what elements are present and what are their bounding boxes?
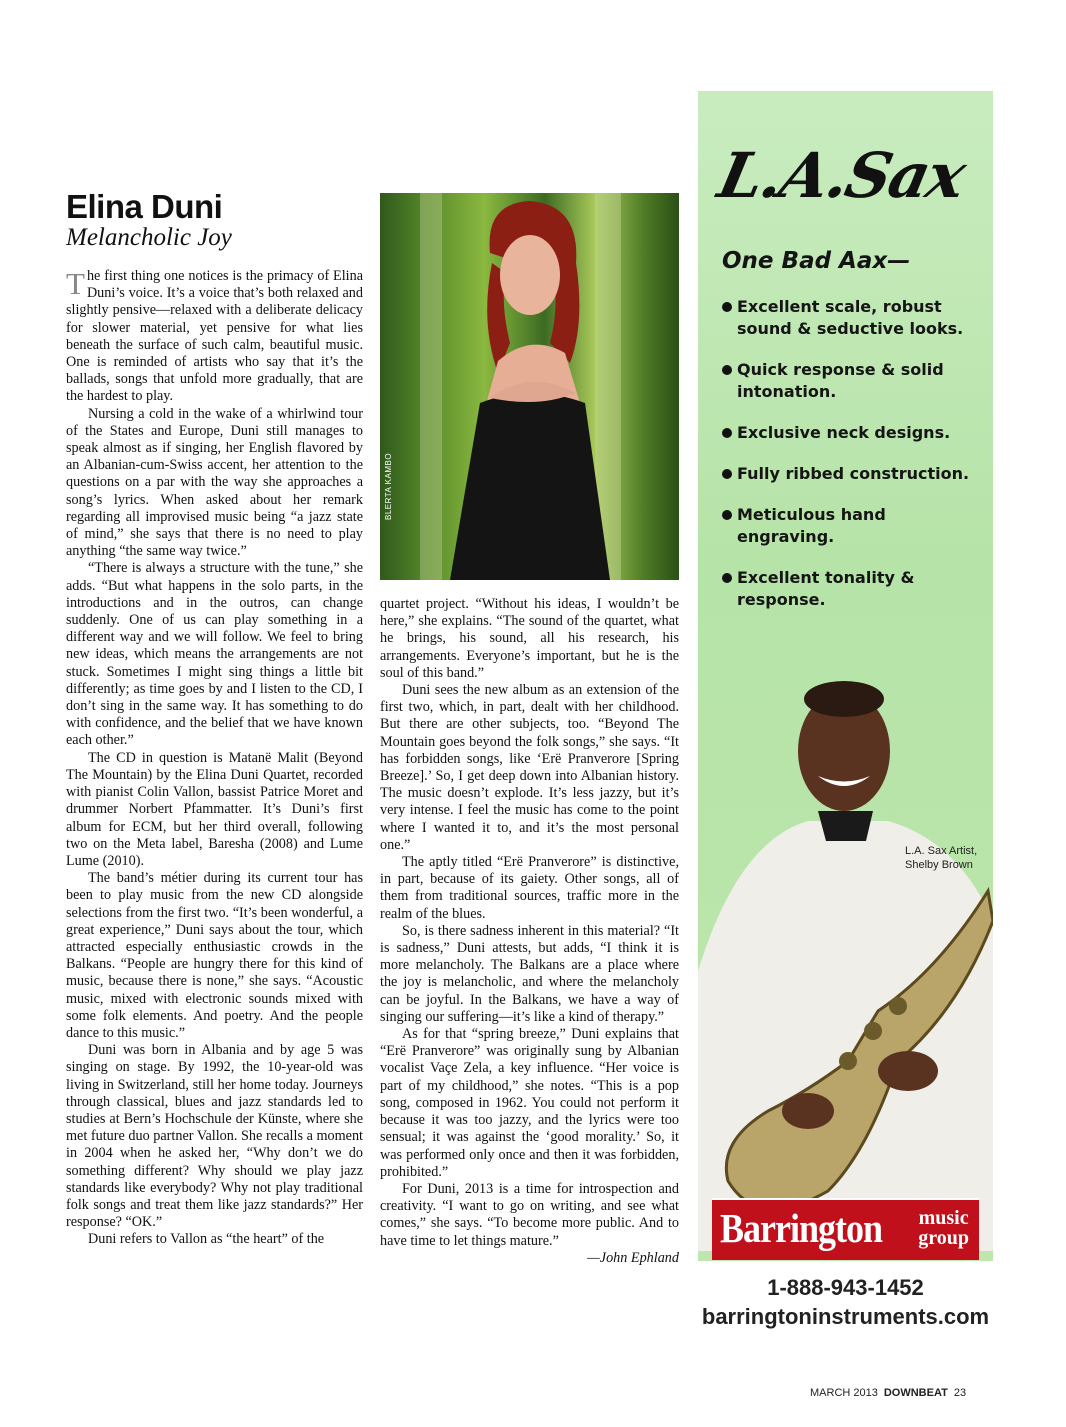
artist-caption-line: L.A. Sax Artist, [905,845,978,857]
ad-phone: 1-888-943-1452 [767,1275,924,1300]
feature-item: Quick response & solid intonation. [722,359,987,403]
article-subtitle: Melancholic Joy [66,224,232,251]
article-column-2 [380,596,679,1267]
paragraph: quartet project. “Without his ideas, I wouldn’t be here,” she explains. “The sound of the quartet, what he brings, his sound, all his research, his arrangements. Everyone’s important, but he is the soul of this band.” [380,596,679,681]
advertisement [698,91,993,1261]
paragraph: For Duni, 2013 is a time for introspection and creativity. “I want to go on writing, and see what comes,” she says. “To become more public. And to have time to let things mature.” [380,1180,679,1249]
artist-photo-illustration [380,193,679,580]
saxophonist-photo [698,591,993,1251]
artist-caption [905,844,977,872]
feature-item: Excellent tonality & response. [722,567,987,611]
brand-subname-line: group [918,1227,969,1249]
feature-list [722,296,987,630]
ad-url[interactable]: barringtoninstruments.com [701,1304,990,1329]
drop-cap: T [66,266,85,301]
paragraph: The CD in question is Matanë Malit (Beyond The Mountain) by the Elina Duni Quartet, recorded with pianist Colin Vallon, bassist Patrice Moret and drummer Norbert Pfammatter. It’s Duni’s first album for ECM, but her third overall, following two on the Meta label, Baresha (2008) and Lume Lume (2010). [66,749,363,869]
feature-item: Exclusive neck designs. [722,422,987,444]
paragraph: So, is there sadness inherent in this material? “It is sadness,” Duni attests, but adds, “I think it is more melancholy. The Balkans are a place where the joy is melancholic, and where the melancholy can be joyful. In the Balkans, we have a way of singing our suffering—it’s like a kind of therapy.” [380,922,679,1025]
brand-subname-line: music [918,1207,969,1229]
paragraph [66,268,363,406]
article-title: Elina Duni [66,188,223,225]
photo-credit: BLERTA KAMBO [384,452,393,520]
ad-tagline: One Bad Aax— [722,248,911,274]
issue-date: MARCH 2013 [810,1387,878,1399]
paragraph: Nursing a cold in the wake of a whirlwind tour of the States and Europe, Duni still manages to speak almost as if singing, her English flavored by an Albanian-cum-Swiss accent, her attention to the questions on a par with the way she approaches a song’s lyrics. When asked about her remark regarding all improvised music being “a jazz state of mind,” she says that there is no need to play anything “the same way twice.” [66,405,363,560]
feature-item: Excellent scale, robust sound & seductive looks. [722,296,987,340]
feature-item: Meticulous hand engraving. [722,504,987,548]
artist-caption-line: Shelby Brown [905,859,973,871]
paragraph: The aptly titled “Erë Pranverore” is distinctive, in part, because of its gaiety. Other songs, all of them from traditional sources, traffic more in the realm of the blues. [380,854,679,922]
barrington-logo [712,1198,979,1260]
page-number: 23 [953,1387,967,1399]
brand-subname [918,1208,969,1248]
paragraph: Duni was born in Albania and by age 5 was singing on stage. By 1992, the 10-year-old was living in Switzerland, still her home today. Journeys through classical, blues and jazz standards led to studies at Bern’s Hochschule der Künste, where she met future duo partner Vallon. She recalls a moment in 2004 when he asked her, “Why don’t we do something different? Why should we play jazz standards like everybody? Why not play traditional folk songs and treat them like jazz standards?” Her response? “OK.” [66,1042,363,1231]
magazine-name: DOWNBEAT [883,1387,948,1399]
paragraph: The band’s métier during its current tour has been to play music from the new CD alongside selections from the first two. “It’s been wonderful, a great experience,” Duni says about the tour, which attracted especially enthusiastic crowds in the Balkans. “People are hungry there for this kind of music, because there is none,” she says. “Acoustic music, mixed with electronic sounds mixed with some folk elements. And poetry. And the people dance to this music.” [66,870,363,1041]
paragraph: As for that “spring breeze,” Duni explains that “Erë Pranverore” was originally sung by Albanian vocalist Vaçe Zela, a key influence. “Her voice is part of my childhood,” she notes. “This is a pop song, composed in 1962. You could not perform it because it was too jazzy, and the lyrics were too sensual; it was against the ‘good morality.’ So, it was performed only once and then it was forbidden, prohibited.” [380,1026,679,1180]
artist-photo [380,193,679,580]
article-column-1 [66,268,363,1249]
feature-item: Fully ribbed construction. [722,463,987,485]
paragraph-text: he first thing one notices is the primacy of Elina Duni’s voice. It’s a voice that’s both relaxed and slightly pensive—relaxed with a deliberate delicacy for slower material, yet pensive for what lies beneath the surface of such calm, beautiful music. One is reminded of artists who say that it’s the ballads, songs that unfold more gradually, that are the hardest to play. [66,268,363,405]
brand-logo: L.A.Sax [712,139,971,212]
paragraph: Duni refers to Vallon as “the heart” of the [88,1231,325,1248]
paragraph: Duni sees the new album as an extension of the first two, which, in part, dealt with her childhood. But there are other subjects, too. “Beyond The Mountain goes beyond the folk songs,” she says. “It has forbidden songs, like ‘Erë Pranverore [Spring Breeze].’ So, I get deep down into Albanian history. The music doesn’t explode. It’s less jazzy, but it’s very intense. I feel the music has come to the point where I wanted it to, and it’s the most personal one.” [380,682,679,853]
paragraph: “There is always a structure with the tune,” she adds. “But what happens in the solo parts, in the introductions and in the outros, can change suddenly. One of us can play something in a different way and we will follow. We feel to bring new ideas, which means the arrangements are not stuck. Sometimes I might sing things a little bit differently; as time goes by and I listen to the CD, I don’t sing in the same way. It has something to do with confidence, and the belief that we have known each other.” [66,560,363,749]
byline: —John Ephland [587,1249,679,1266]
page-footer [810,1387,966,1399]
brand-name: Barrington [720,1205,883,1251]
